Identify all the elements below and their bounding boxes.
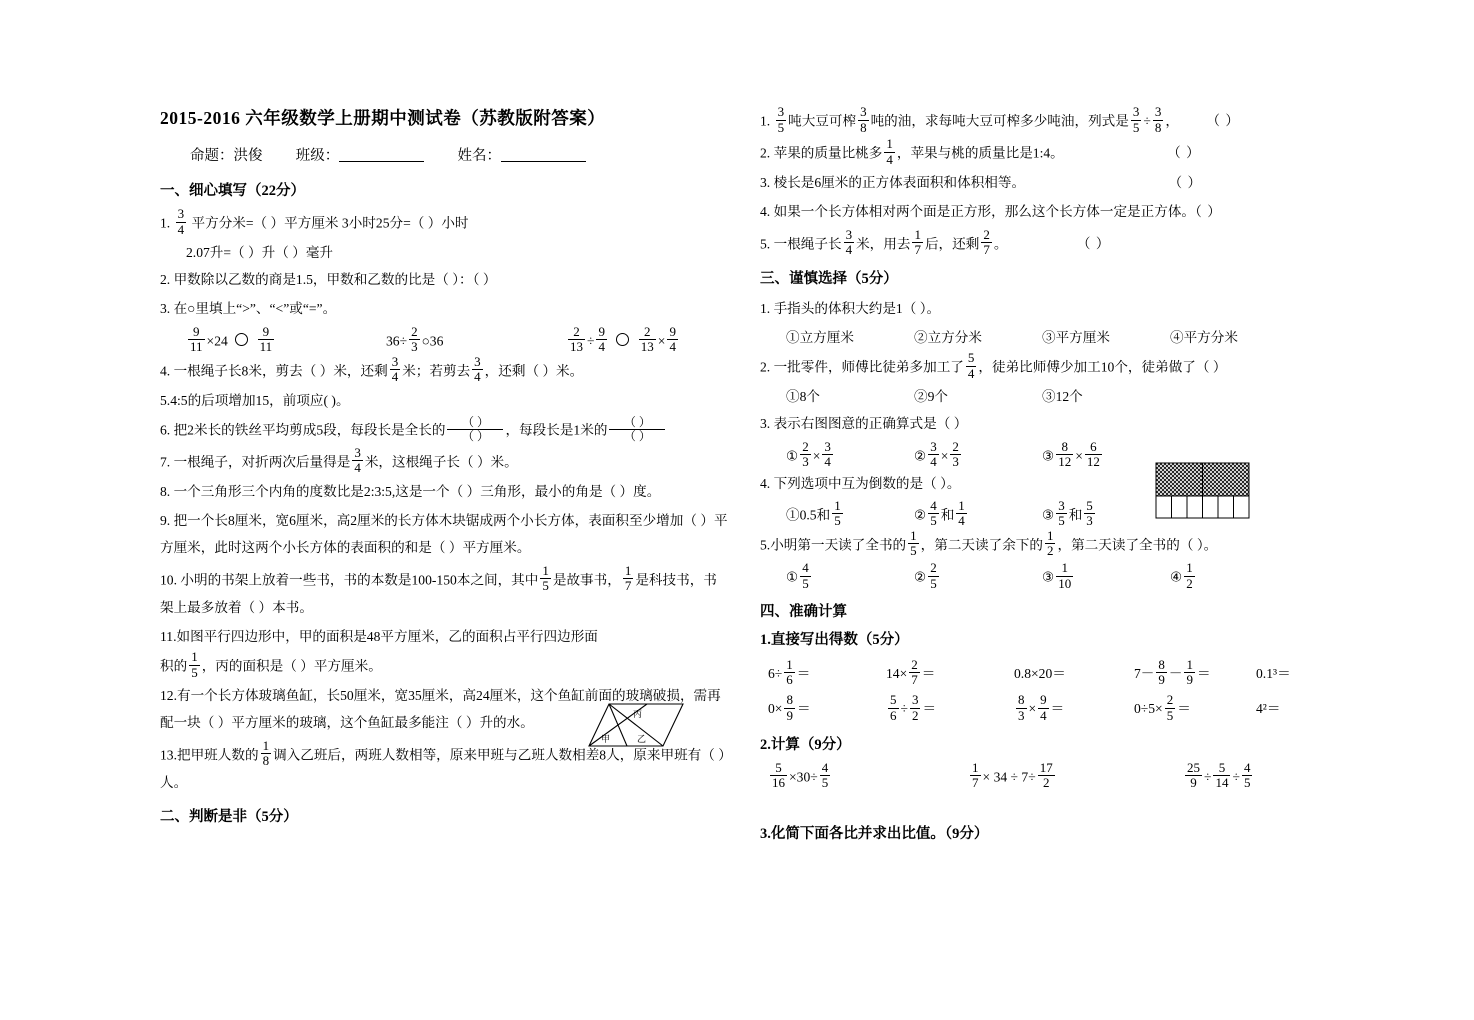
fraction-8-9: $\frac{8}{9}$ — [1158, 656, 1165, 688]
fraction-2-3: $\frac{2}{3}$ — [411, 323, 418, 355]
fraction-2-7: $\frac{2}{7}$ — [983, 226, 990, 258]
fraction-3-4-f: $\frac{3}{4}$ — [824, 438, 831, 470]
choice-5-pre: 5.小明第一天读了全书的 — [760, 537, 907, 553]
tf1-mid: 吨的油，求每吨大豆可榨多少吨油，列式是 — [870, 113, 1129, 129]
fraction-4-5: $\frac{4}{5}$ — [930, 497, 937, 529]
fraction-8-12: $\frac{8}{12}$ — [1058, 438, 1072, 470]
fraction-9-4-b: $\frac{9}{4}$ — [669, 323, 676, 355]
section-4-1-heading: 1.直接写出得数（5分） — [760, 632, 909, 649]
choice-1-option-c: ③平方厘米 — [1042, 329, 1110, 345]
class-blank — [339, 146, 424, 162]
choice-3-option-c: ③ $\frac{8}{12}$ × $\frac{6}{12}$ — [1042, 438, 1100, 470]
fraction-1-6: $\frac{1}{6}$ — [786, 656, 793, 688]
fraction-1-7-b: $\frac{1}{7}$ — [914, 226, 921, 258]
tf5-pre: 一根绳子长 — [773, 235, 842, 251]
grid-figure — [1155, 462, 1250, 520]
choice-4-options — [786, 499, 1340, 529]
choice-4-option-a — [786, 499, 914, 529]
choice-5 — [760, 529, 1340, 559]
calc-1-5: 0.1³＝ — [1256, 666, 1291, 682]
choice-4-option-c: ③ $\frac{3}{5}$ 和 $\frac{5}{3}$ — [1042, 497, 1093, 529]
fraction-17-2: $\frac{17}{2}$ — [1039, 759, 1053, 791]
blank-fraction-2: $\frac{( )}{( )}$ — [609, 416, 665, 444]
q3-b-pre: 36÷ — [386, 332, 408, 348]
choice-2-option-b: ②9个 — [914, 389, 948, 405]
q3-b — [386, 325, 566, 355]
label-yi: 乙 — [637, 734, 647, 744]
calc-1-4-text: 7－ — [1134, 666, 1155, 682]
choice-5-option-b: ② $\frac{2}{5}$ — [914, 559, 937, 591]
choice-2-option-c: ③12个 — [1042, 389, 1083, 405]
fraction-4-5-d: $\frac{4}{5}$ — [1243, 759, 1251, 791]
fraction-1-5-d: $\frac{1}{5}$ — [910, 527, 917, 559]
section-4-2-heading: 2.计算（9分） — [760, 736, 851, 753]
choice-2 — [760, 351, 1340, 381]
fraction-3-2: $\frac{3}{2}$ — [911, 692, 919, 723]
tf5-answer-paren: （ ） — [1076, 235, 1111, 251]
fraction-8-9-b: $\frac{8}{9}$ — [786, 692, 793, 723]
fraction-9-4-c: $\frac{9}{4}$ — [1040, 692, 1047, 723]
fraction-8-3: $\frac{8}{3}$ — [1018, 692, 1025, 723]
fraction-2-13: $\frac{2}{13}$ — [570, 323, 583, 355]
calc-1-4: 7－ $\frac{8}{9}$ － $\frac{1}{9}$ ＝ — [1134, 656, 1211, 688]
choice-2-option-a: ①8个 — [786, 389, 820, 405]
fraction-1-5-c: $\frac{1}{5}$ — [834, 497, 841, 529]
q4-mid: 米；若剪去 — [402, 363, 471, 379]
question-12: 12.有一个长方体玻璃鱼缸，长50厘米，宽35厘米，高24厘米，这个鱼缸前面的玻璃破损，需再配一块（ ）平方厘米的玻璃，这个鱼缸最多能注（ ）升的水。 — [160, 688, 721, 731]
fraction-4-5-b: $\frac{4}{5}$ — [802, 559, 809, 591]
name-label: 姓名： — [457, 148, 501, 164]
tf1-tail: ， — [1165, 113, 1179, 129]
choice-4: 4. 下列选项中互为倒数的是（ ）。 — [760, 475, 961, 491]
parallelogram-figure — [575, 700, 685, 748]
fraction-1-4-b: $\frac{1}{4}$ — [958, 497, 965, 529]
tf3-num: 3. — [760, 175, 771, 191]
page-title: 2015-2016 六年级数学上册期中测试卷（苏教版附答案） — [160, 108, 606, 128]
choice-5-option-a: ① $\frac{4}{5}$ — [786, 559, 809, 591]
q3-c: $\frac{2}{13}$ ÷ $\frac{9}{4}$ $\frac{2}{13}$ × $\frac{9}{4}$ — [570, 323, 676, 355]
choice-1-option-d: ④平方分米 — [1170, 329, 1238, 345]
fraction-9-4: $\frac{9}{4}$ — [598, 323, 605, 355]
calc-3-2-op: × 34 ÷ 7÷ — [982, 769, 1036, 785]
tf-item-1: 1. $\frac{3}{5}$ 吨大豆可榨 $\frac{3}{8}$ 吨的油，求每吨大豆可榨多少吨油，列式是 $\frac{3}{5}$ ÷ $\frac{3}{8}$ ， （ ） — [760, 104, 1240, 135]
q1-text: 平方分米=（ ）平方厘米 3小时25分=（ ）小时 — [191, 215, 469, 231]
calc-2-1-text: 0× — [768, 701, 783, 717]
fraction-1-5-b: $\frac{1}{5}$ — [191, 649, 198, 680]
tf5-tail: 。 — [993, 235, 1008, 251]
fraction-1-8: $\frac{1}{8}$ — [262, 737, 270, 769]
question-3: 3. 在○里填上“>”、“<”或“=”。 — [160, 301, 337, 317]
fraction-5-4: $\frac{5}{4}$ — [967, 350, 975, 381]
choice-5-option-c: ③ $\frac{1}{10}$ — [1042, 559, 1072, 591]
tf1-answer-paren: （ ） — [1206, 113, 1240, 129]
choice-3-option-b: ② $\frac{3}{4}$ × $\frac{2}{3}$ — [914, 438, 959, 470]
tf-item-2 — [760, 137, 1340, 167]
fraction-3-4-c: $\frac{3}{4}$ — [474, 353, 481, 385]
fraction-3-5-c: $\frac{3}{5}$ — [1058, 497, 1065, 529]
q13-pre: 13.把甲班人数的 — [160, 746, 259, 762]
section-4-3-heading: 3.化简下面各比并求出比值。（9分） — [760, 825, 989, 842]
choice-5-tail: ，第二天读了全书的（ ）。 — [1057, 537, 1218, 553]
fraction-25-9: $\frac{25}{9}$ — [1187, 759, 1200, 791]
fraction-5-6: $\frac{5}{6}$ — [890, 692, 897, 723]
calc-row-3 — [768, 761, 1340, 794]
q10-pre: 10. 小明的书架上放着一些书，书的本数是100-150本之间，其中 — [160, 571, 539, 587]
circle-blank-2 — [616, 333, 629, 346]
class-label: 班级： — [295, 148, 340, 164]
fraction-1-7-c: $\frac{1}{7}$ — [972, 759, 979, 791]
q13-tail: 调入乙班后，两班人数相等，原来甲班与乙班人数相差8人，原来甲班有（ ）人。 — [160, 746, 726, 790]
fraction-1-7: $\frac{1}{7}$ — [624, 562, 632, 594]
tf5-num: 5. — [760, 235, 771, 251]
fraction-4-5-c: $\frac{4}{5}$ — [821, 759, 829, 791]
name-blank — [501, 146, 586, 162]
q4-pre: 4. 一根绳子长8米，剪去（ ）米，还剩 — [160, 363, 388, 379]
calc-2-4: 0÷5× $\frac{2}{5}$ ＝ — [1134, 692, 1191, 723]
fraction-1-5: $\frac{1}{5}$ — [542, 562, 549, 594]
fraction-1-4: $\frac{1}{4}$ — [886, 136, 893, 167]
fraction-6-12: $\frac{6}{12}$ — [1086, 438, 1100, 470]
section-1-heading: 一、细心填写（22分） — [160, 183, 305, 199]
choice-3-option-a: ① $\frac{2}{3}$ × $\frac{3}{4}$ — [786, 438, 831, 470]
fraction-1-10: $\frac{1}{10}$ — [1058, 559, 1072, 591]
tf4-text: 如果一个长方体相对两个面是正方形，那么这个长方体一定是正方体。 — [773, 204, 1196, 220]
meta-line — [190, 144, 730, 165]
fraction-9-11-b: $\frac{9}{11}$ — [259, 323, 273, 355]
fraction-2-3-b: $\frac{2}{3}$ — [802, 438, 809, 470]
calc-row-1 — [768, 656, 1340, 691]
tf-item-3 — [760, 169, 1340, 196]
question-9: 9. 把一个长8厘米，宽6厘米，高2厘米的长方体木块锯成两个小长方体，表面积至少增加（ ）平方厘米，此时这两个小长方体的表面积的和是（ ）平方厘米。 — [160, 513, 728, 556]
q3-a: $\frac{9}{11}$ ×24 $\frac{9}{11}$ — [190, 323, 273, 355]
tf4-num: 4. — [760, 204, 771, 220]
q3-b-tail: ○36 — [421, 332, 444, 348]
fraction-3-4-d: $\frac{3}{4}$ — [354, 444, 361, 476]
tf-item-5 — [760, 228, 1340, 258]
tf3-text: 棱长是6厘米的正方体表面积和体积相等。 — [773, 175, 1026, 191]
right-column — [760, 105, 1340, 850]
question-10 — [160, 564, 730, 621]
fraction-2-5: $\frac{2}{5}$ — [930, 559, 937, 591]
choice-1-option-b: ②立方分米 — [914, 329, 982, 345]
fraction-3-5-b: $\frac{3}{5}$ — [1132, 104, 1140, 135]
choice-3-options — [786, 440, 1340, 470]
fraction-3-4: $\frac{3}{4}$ — [177, 206, 185, 237]
choice-2-tail: ，徒弟比师傅少加工10个，徒弟做了（ ） — [978, 359, 1227, 375]
circle-blank — [235, 333, 248, 346]
fraction-3-5: $\frac{3}{5}$ — [777, 104, 785, 135]
question-5: 5.4:5的后项增加15，前项应( )。 — [160, 392, 350, 408]
calc-1-2-text: 14× — [886, 666, 908, 682]
fraction-3-8: $\frac{3}{8}$ — [860, 104, 867, 135]
fraction-2-13-b: $\frac{2}{13}$ — [640, 323, 654, 355]
q4-tail: ，还剩（ ）米。 — [484, 363, 584, 379]
question-4 — [160, 355, 730, 385]
section-2-heading: 二、判断是非（5分） — [160, 808, 298, 825]
choice-4-a-text: ①0.5和 — [786, 507, 831, 523]
choice-1: 1. 手指头的体积大约是1（ ）。 — [760, 300, 941, 316]
calc-3-3: $\frac{25}{9}$ ÷ $\frac{5}{14}$ ÷ $\frac{4}{5}$ — [1187, 759, 1251, 791]
fraction-1-9: $\frac{1}{9}$ — [1186, 656, 1193, 688]
choice-3: 3. 表示右图图意的正确算式是（ ） — [760, 416, 968, 432]
fraction-3-4-e: $\frac{3}{4}$ — [845, 226, 853, 258]
section-4-heading: 四、准确计算 — [760, 604, 847, 621]
calc-2-2: $\frac{5}{6}$ ÷ $\frac{3}{2}$ ＝ — [890, 692, 937, 723]
q11-tail: ，丙的面积是（ ）平方厘米。 — [201, 658, 382, 674]
calc-3-2 — [968, 761, 1183, 794]
calc-1-1: 6÷ $\frac{1}{6}$ ＝ — [768, 656, 811, 688]
tf3-answer-paren: （ ） — [1168, 175, 1203, 191]
calc-1-2: 14× $\frac{2}{7}$ ＝ — [886, 656, 936, 688]
fraction-1-2: $\frac{1}{2}$ — [1046, 527, 1054, 559]
q6-mid: ，每段长是1米的 — [505, 422, 608, 438]
label-jia: 甲 — [601, 734, 611, 744]
q7-pre: 7. 一根绳子，对折两次后量得是 — [160, 454, 351, 470]
composer-label: 命题：洪俊 — [190, 148, 263, 164]
calc-3-1 — [768, 761, 968, 794]
fraction-1-2-b: $\frac{1}{2}$ — [1186, 559, 1193, 591]
calc-3-1-op: ×30÷ — [789, 769, 818, 785]
question-3-row — [186, 325, 730, 355]
choice-5-mid: ，第二天读了余下的 — [920, 537, 1043, 553]
choice-1-options — [786, 324, 1340, 351]
calc-2-4-text: 0÷5× — [1134, 701, 1163, 717]
q1-number: 1. — [160, 215, 171, 231]
question-7 — [160, 446, 730, 476]
q10-mid: 是故事书， — [552, 571, 621, 587]
calc-2-2-op: ÷ — [900, 701, 908, 717]
fraction-5-16: $\frac{5}{16}$ — [772, 759, 785, 791]
tf5-mid2: 后，还剩 — [924, 235, 980, 251]
question-1b: 2.07升=（ ）升（ ）毫升 — [186, 245, 334, 261]
tf2-answer-paren: （ ） — [1167, 145, 1201, 161]
label-bing: 丙 — [633, 709, 643, 719]
calc-2-5: 4²＝ — [1256, 701, 1281, 717]
question-8: 8. 一个三角形三个内角的度数比是2:3:5,这是一个（ ）三角形，最小的角是（ ）度。 — [160, 484, 661, 499]
tf2-pre: 苹果的质量比桃多 — [773, 145, 883, 161]
fraction-2-3-c: $\frac{2}{3}$ — [952, 438, 959, 470]
fraction-2-5-b: $\frac{2}{5}$ — [1166, 692, 1174, 723]
fraction-5-3: $\frac{5}{3}$ — [1086, 497, 1093, 529]
calc-1-1-text: 6÷ — [768, 666, 783, 682]
tf4-answer-paren: （ ） — [1195, 204, 1222, 220]
section-3-heading: 三、谨慎选择（5分） — [760, 270, 898, 287]
question-1 — [160, 207, 730, 237]
question-6 — [160, 416, 730, 444]
q10-tail: 是科技书，书架上最多放着（ ）本书。 — [160, 571, 717, 615]
tf1-num: 1. — [760, 113, 771, 129]
tf1-pre: 吨大豆可榨 — [788, 113, 857, 129]
fraction-3-4-b: $\frac{3}{4}$ — [391, 353, 399, 385]
q11-pre: 11.如图平行四边形中，甲的面积是48平方厘米，乙的面积占平行四边形面积的 — [160, 628, 598, 674]
choice-2-options — [786, 383, 1340, 410]
q6-pre: 6. 把2米长的铁丝平均剪成5段，每段长是全长的 — [160, 422, 446, 438]
calc-2-3-op: × — [1028, 701, 1037, 717]
choice-1-option-a: ①立方厘米 — [786, 329, 854, 345]
calc-2-1: 0× $\frac{8}{9}$ ＝ — [768, 692, 811, 723]
tf2-num: 2. — [760, 145, 771, 161]
fraction-3-8-b: $\frac{3}{8}$ — [1154, 104, 1162, 135]
choice-2-pre: 2. 一批零件，师傅比徒弟多加工了 — [760, 359, 964, 375]
q7-tail: 米，这根绳子长（ ）米。 — [364, 454, 518, 470]
choice-5-option-d: ④ $\frac{1}{2}$ — [1170, 559, 1193, 591]
tf-item-4 — [760, 198, 1340, 225]
question-2: 2. 甲数除以乙数的商是1.5，甲数和乙数的比是（ ）：（ ） — [160, 272, 497, 288]
choice-4-option-b: ② $\frac{4}{5}$ 和 $\frac{1}{4}$ — [914, 497, 965, 529]
fraction-2-7-b: $\frac{2}{7}$ — [911, 656, 918, 688]
fraction-9-11: $\frac{9}{11}$ — [190, 323, 203, 355]
fraction-5-14: $\frac{5}{14}$ — [1215, 759, 1229, 791]
calc-2-3: $\frac{8}{3}$ × $\frac{9}{4}$ ＝ — [1018, 692, 1065, 723]
fraction-3-4-g: $\frac{3}{4}$ — [930, 438, 937, 470]
tf5-mid: 米，用去 — [856, 235, 911, 251]
choice-5-options — [786, 561, 1340, 591]
question-11 — [160, 623, 610, 680]
calc-row-2 — [768, 691, 1340, 726]
calc-1-3: 0.8×20＝ — [1014, 666, 1066, 682]
blank-fraction-1: $\frac{( )}{( )}$ — [447, 416, 503, 444]
tf2-tail: ，苹果与桃的质量比是1:4。 — [896, 145, 1064, 161]
